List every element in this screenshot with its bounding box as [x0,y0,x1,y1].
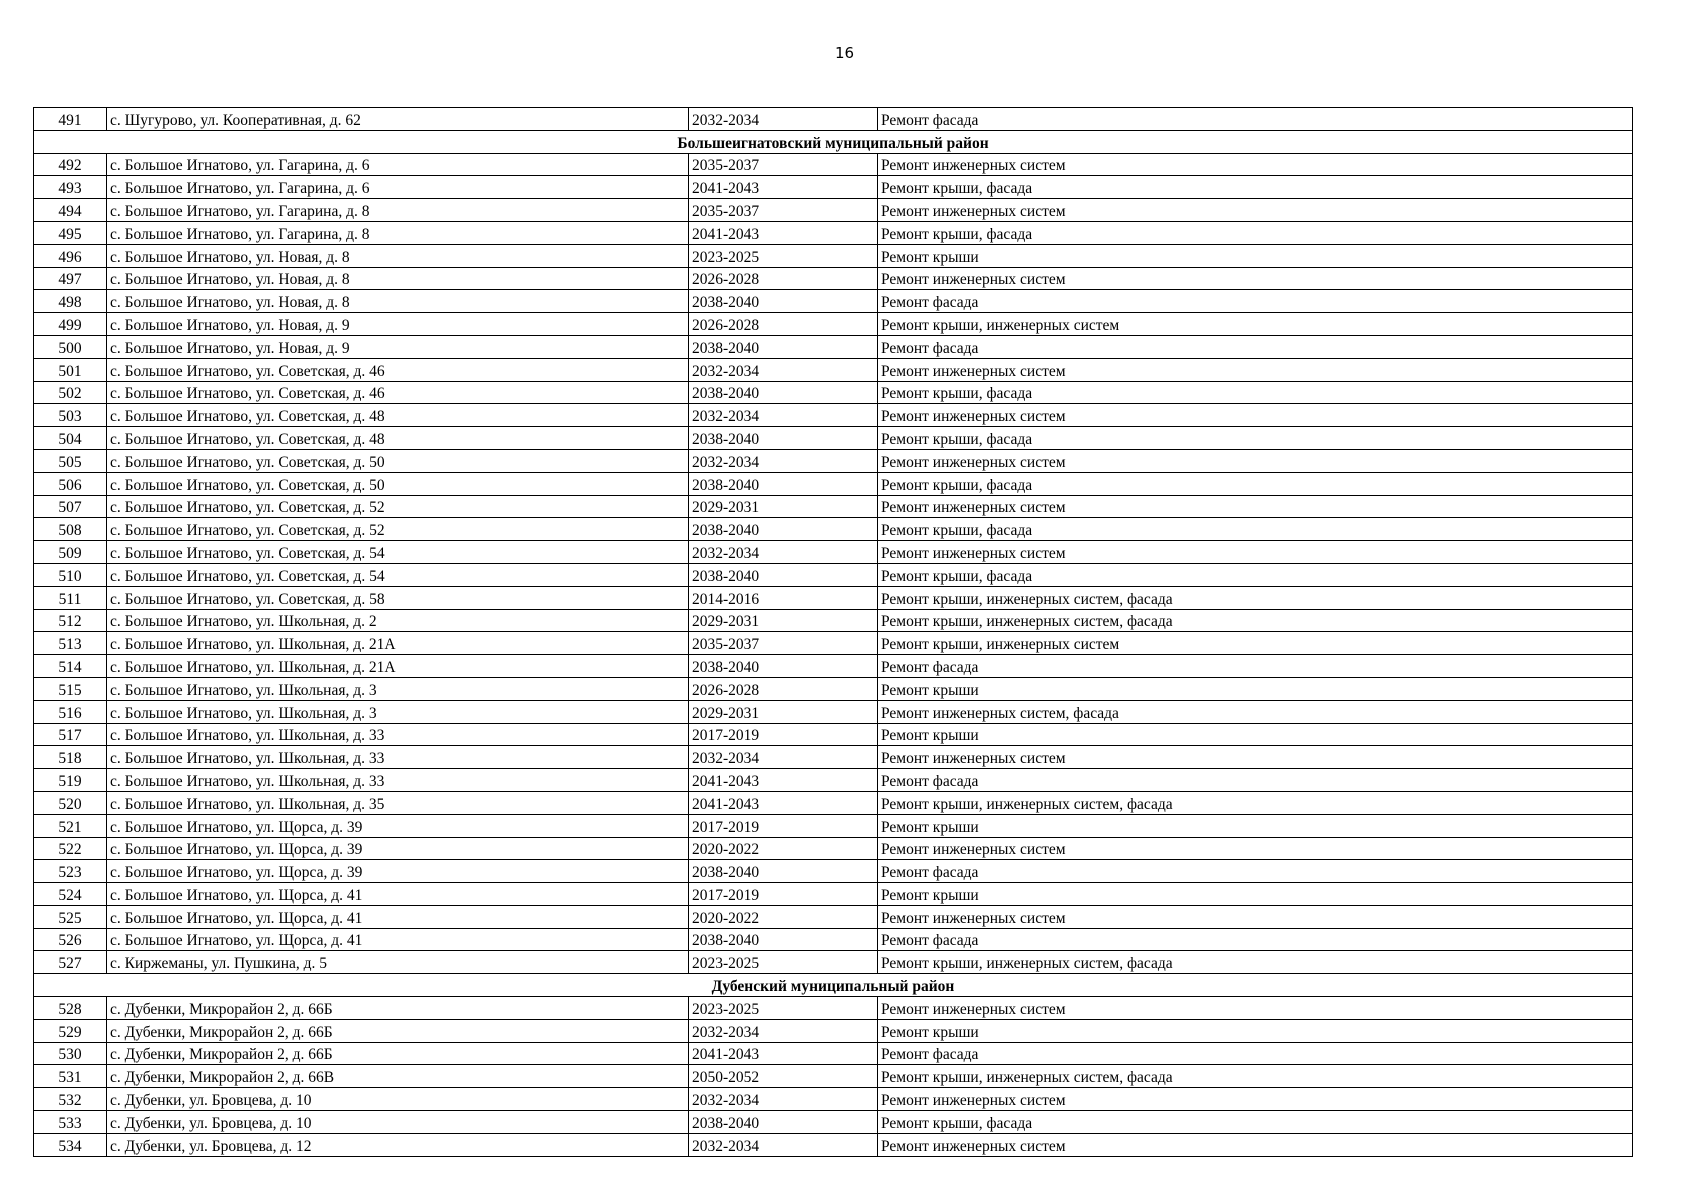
row-number: 522 [34,837,107,860]
row-address: с. Большое Игнатово, ул. Школьная, д. 33 [107,746,689,769]
table-row [34,1088,1633,1111]
row-work-type: Ремонт фасада [878,860,1633,883]
table-row [34,700,1633,723]
table-row [34,449,1633,472]
row-number: 534 [34,1133,107,1156]
row-address: с. Большое Игнатово, ул. Школьная, д. 33 [107,723,689,746]
row-period: 2032-2034 [689,108,878,131]
row-number: 529 [34,1019,107,1042]
row-number: 500 [34,335,107,358]
row-period: 2041-2043 [689,769,878,792]
table-row [34,723,1633,746]
row-period: 2023-2025 [689,244,878,267]
page-number: 16 [834,44,855,62]
repair-schedule-table [33,107,1633,1157]
row-work-type: Ремонт инженерных систем [878,746,1633,769]
row-address: с. Большое Игнатово, ул. Щорса, д. 41 [107,883,689,906]
row-period: 2038-2040 [689,860,878,883]
row-number: 516 [34,700,107,723]
row-address: с. Дубенки, Микрорайон 2, д. 66В [107,1065,689,1088]
table-row [34,244,1633,267]
row-work-type: Ремонт фасада [878,290,1633,313]
table-row [34,313,1633,336]
table-row [34,655,1633,678]
table-row [34,746,1633,769]
row-number: 502 [34,381,107,404]
row-address: с. Дубенки, Микрорайон 2, д. 66Б [107,1019,689,1042]
row-address: с. Большое Игнатово, ул. Гагарина, д. 8 [107,221,689,244]
row-number: 515 [34,677,107,700]
row-period: 2038-2040 [689,928,878,951]
table-row [34,381,1633,404]
row-work-type: Ремонт крыши [878,883,1633,906]
row-work-type: Ремонт инженерных систем [878,199,1633,222]
row-address: с. Большое Игнатово, ул. Гагарина, д. 6 [107,176,689,199]
row-period: 2032-2034 [689,404,878,427]
row-work-type: Ремонт фасада [878,769,1633,792]
row-address: с. Большое Игнатово, ул. Новая, д. 9 [107,313,689,336]
row-period: 2038-2040 [689,335,878,358]
table-row [34,541,1633,564]
table-row [34,199,1633,222]
row-address: с. Шугурово, ул. Кооперативная, д. 62 [107,108,689,131]
row-address: с. Большое Игнатово, ул. Школьная, д. 35 [107,791,689,814]
row-address: с. Большое Игнатово, ул. Школьная, д. 2 [107,609,689,632]
row-work-type: Ремонт крыши, инженерных систем, фасада [878,609,1633,632]
row-period: 2032-2034 [689,541,878,564]
row-work-type: Ремонт крыши [878,677,1633,700]
row-work-type: Ремонт крыши [878,723,1633,746]
row-work-type: Ремонт крыши, инженерных систем, фасада [878,951,1633,974]
row-work-type: Ремонт фасада [878,655,1633,678]
row-number: 495 [34,221,107,244]
row-address: с. Большое Игнатово, ул. Школьная, д. 3 [107,700,689,723]
row-address: с. Большое Игнатово, ул. Советская, д. 48 [107,404,689,427]
row-number: 528 [34,997,107,1020]
row-period: 2041-2043 [689,221,878,244]
row-number: 506 [34,472,107,495]
row-number: 514 [34,655,107,678]
row-address: с. Большое Игнатово, ул. Советская, д. 52 [107,518,689,541]
table-row [34,791,1633,814]
row-number: 532 [34,1088,107,1111]
table-row [34,769,1633,792]
row-number: 510 [34,563,107,586]
row-period: 2023-2025 [689,951,878,974]
row-period: 2035-2037 [689,632,878,655]
table-row [34,997,1633,1020]
row-work-type: Ремонт фасада [878,928,1633,951]
row-work-type: Ремонт крыши [878,244,1633,267]
row-period: 2029-2031 [689,700,878,723]
row-period: 2038-2040 [689,427,878,450]
row-period: 2038-2040 [689,655,878,678]
row-work-type: Ремонт инженерных систем [878,541,1633,564]
row-number: 497 [34,267,107,290]
row-period: 2017-2019 [689,723,878,746]
table-row [34,1133,1633,1156]
row-work-type: Ремонт инженерных систем [878,267,1633,290]
row-period: 2029-2031 [689,495,878,518]
row-address: с. Большое Игнатово, ул. Советская, д. 48 [107,427,689,450]
table-row [34,427,1633,450]
row-address: с. Большое Игнатово, ул. Щорса, д. 41 [107,905,689,928]
row-work-type: Ремонт крыши, фасада [878,472,1633,495]
table-row [34,905,1633,928]
table-row [34,586,1633,609]
row-work-type: Ремонт крыши, фасада [878,518,1633,541]
row-address: с. Большое Игнатово, ул. Советская, д. 58 [107,586,689,609]
row-period: 2032-2034 [689,358,878,381]
row-period: 2026-2028 [689,677,878,700]
row-address: с. Большое Игнатово, ул. Советская, д. 54 [107,563,689,586]
row-number: 493 [34,176,107,199]
row-period: 2020-2022 [689,905,878,928]
row-work-type: Ремонт инженерных систем, фасада [878,700,1633,723]
table-row [34,472,1633,495]
table-row [34,883,1633,906]
row-address: с. Большое Игнатово, ул. Школьная, д. 21А [107,655,689,678]
row-period: 2038-2040 [689,381,878,404]
table-row [34,221,1633,244]
row-period: 2041-2043 [689,176,878,199]
row-work-type: Ремонт крыши [878,1019,1633,1042]
row-address: с. Большое Игнатово, ул. Школьная, д. 21А [107,632,689,655]
row-period: 2032-2034 [689,449,878,472]
row-period: 2017-2019 [689,814,878,837]
row-work-type: Ремонт инженерных систем [878,837,1633,860]
row-address: с. Большое Игнатово, ул. Гагарина, д. 6 [107,153,689,176]
row-work-type: Ремонт фасада [878,1042,1633,1065]
table-row [34,267,1633,290]
row-number: 517 [34,723,107,746]
row-period: 2032-2034 [689,1133,878,1156]
row-work-type: Ремонт крыши, фасада [878,1111,1633,1134]
section-title: Дубенский муниципальный район [34,974,1633,997]
row-work-type: Ремонт инженерных систем [878,1088,1633,1111]
row-period: 2041-2043 [689,791,878,814]
row-work-type: Ремонт крыши [878,814,1633,837]
row-period: 2041-2043 [689,1042,878,1065]
row-number: 518 [34,746,107,769]
table-row [34,1111,1633,1134]
table-row [34,563,1633,586]
row-number: 521 [34,814,107,837]
section-header-row [34,130,1633,153]
row-work-type: Ремонт инженерных систем [878,1133,1633,1156]
row-address: с. Большое Игнатово, ул. Новая, д. 8 [107,267,689,290]
row-address: с. Большое Игнатово, ул. Гагарина, д. 8 [107,199,689,222]
table-row [34,632,1633,655]
row-period: 2038-2040 [689,290,878,313]
row-period: 2050-2052 [689,1065,878,1088]
row-address: с. Большое Игнатово, ул. Советская, д. 46 [107,358,689,381]
row-period: 2035-2037 [689,199,878,222]
row-work-type: Ремонт крыши, фасада [878,563,1633,586]
table-row [34,153,1633,176]
row-period: 2026-2028 [689,267,878,290]
row-period: 2017-2019 [689,883,878,906]
row-address: с. Большое Игнатово, ул. Советская, д. 46 [107,381,689,404]
row-number: 526 [34,928,107,951]
row-address: с. Большое Игнатово, ул. Школьная, д. 33 [107,769,689,792]
table-row [34,1065,1633,1088]
row-number: 498 [34,290,107,313]
row-number: 533 [34,1111,107,1134]
row-work-type: Ремонт инженерных систем [878,905,1633,928]
row-address: с. Большое Игнатово, ул. Щорса, д. 41 [107,928,689,951]
row-number: 504 [34,427,107,450]
row-period: 2038-2040 [689,472,878,495]
row-work-type: Ремонт крыши, фасада [878,381,1633,404]
table-row [34,358,1633,381]
row-number: 523 [34,860,107,883]
row-number: 503 [34,404,107,427]
row-work-type: Ремонт крыши, инженерных систем, фасада [878,791,1633,814]
row-number: 531 [34,1065,107,1088]
row-address: с. Большое Игнатово, ул. Новая, д. 8 [107,244,689,267]
row-number: 496 [34,244,107,267]
row-address: с. Большое Игнатово, ул. Советская, д. 52 [107,495,689,518]
table-row [34,518,1633,541]
row-period: 2032-2034 [689,746,878,769]
row-number: 505 [34,449,107,472]
row-period: 2020-2022 [689,837,878,860]
row-work-type: Ремонт инженерных систем [878,495,1633,518]
row-number: 527 [34,951,107,974]
table-row [34,1019,1633,1042]
row-work-type: Ремонт крыши, инженерных систем [878,632,1633,655]
row-number: 511 [34,586,107,609]
table-row [34,176,1633,199]
table-row [34,290,1633,313]
row-period: 2038-2040 [689,1111,878,1134]
row-period: 2014-2016 [689,586,878,609]
row-work-type: Ремонт инженерных систем [878,404,1633,427]
table-row [34,951,1633,974]
table-row [34,1042,1633,1065]
table-row [34,928,1633,951]
table-row [34,404,1633,427]
row-work-type: Ремонт крыши, фасада [878,176,1633,199]
row-period: 2029-2031 [689,609,878,632]
table-row [34,108,1633,131]
row-address: с. Дубенки, Микрорайон 2, д. 66Б [107,997,689,1020]
row-number: 513 [34,632,107,655]
table-row [34,860,1633,883]
row-work-type: Ремонт крыши, инженерных систем, фасада [878,1065,1633,1088]
row-address: с. Большое Игнатово, ул. Советская, д. 50 [107,449,689,472]
row-number: 491 [34,108,107,131]
row-number: 525 [34,905,107,928]
row-work-type: Ремонт инженерных систем [878,997,1633,1020]
row-address: с. Большое Игнатово, ул. Щорса, д. 39 [107,837,689,860]
section-title: Большеигнатовский муниципальный район [34,130,1633,153]
row-address: с. Киржеманы, ул. Пушкина, д. 5 [107,951,689,974]
row-number: 492 [34,153,107,176]
row-number: 512 [34,609,107,632]
row-work-type: Ремонт крыши, фасада [878,221,1633,244]
table-row [34,609,1633,632]
row-number: 508 [34,518,107,541]
row-address: с. Большое Игнатово, ул. Щорса, д. 39 [107,814,689,837]
row-address: с. Большое Игнатово, ул. Советская, д. 50 [107,472,689,495]
table-row [34,837,1633,860]
row-number: 519 [34,769,107,792]
row-number: 509 [34,541,107,564]
row-number: 499 [34,313,107,336]
row-work-type: Ремонт инженерных систем [878,358,1633,381]
row-address: с. Большое Игнатово, ул. Щорса, д. 39 [107,860,689,883]
row-work-type: Ремонт крыши, инженерных систем, фасада [878,586,1633,609]
row-address: с. Большое Игнатово, ул. Школьная, д. 3 [107,677,689,700]
row-number: 507 [34,495,107,518]
row-period: 2035-2037 [689,153,878,176]
row-address: с. Дубенки, ул. Бровцева, д. 12 [107,1133,689,1156]
table-row [34,677,1633,700]
row-number: 530 [34,1042,107,1065]
row-period: 2032-2034 [689,1088,878,1111]
row-period: 2032-2034 [689,1019,878,1042]
row-work-type: Ремонт крыши, фасада [878,427,1633,450]
row-number: 494 [34,199,107,222]
table-body [34,108,1633,1157]
row-number: 520 [34,791,107,814]
row-work-type: Ремонт инженерных систем [878,449,1633,472]
row-period: 2026-2028 [689,313,878,336]
row-work-type: Ремонт фасада [878,108,1633,131]
row-number: 501 [34,358,107,381]
row-period: 2023-2025 [689,997,878,1020]
row-address: с. Большое Игнатово, ул. Новая, д. 9 [107,335,689,358]
row-number: 524 [34,883,107,906]
table-row [34,814,1633,837]
row-address: с. Дубенки, ул. Бровцева, д. 10 [107,1111,689,1134]
row-work-type: Ремонт инженерных систем [878,153,1633,176]
row-work-type: Ремонт фасада [878,335,1633,358]
row-address: с. Дубенки, ул. Бровцева, д. 10 [107,1088,689,1111]
section-header-row [34,974,1633,997]
row-period: 2038-2040 [689,518,878,541]
row-address: с. Дубенки, Микрорайон 2, д. 66Б [107,1042,689,1065]
table-row [34,495,1633,518]
row-address: с. Большое Игнатово, ул. Новая, д. 8 [107,290,689,313]
table-row [34,335,1633,358]
row-work-type: Ремонт крыши, инженерных систем [878,313,1633,336]
row-period: 2038-2040 [689,563,878,586]
row-address: с. Большое Игнатово, ул. Советская, д. 54 [107,541,689,564]
